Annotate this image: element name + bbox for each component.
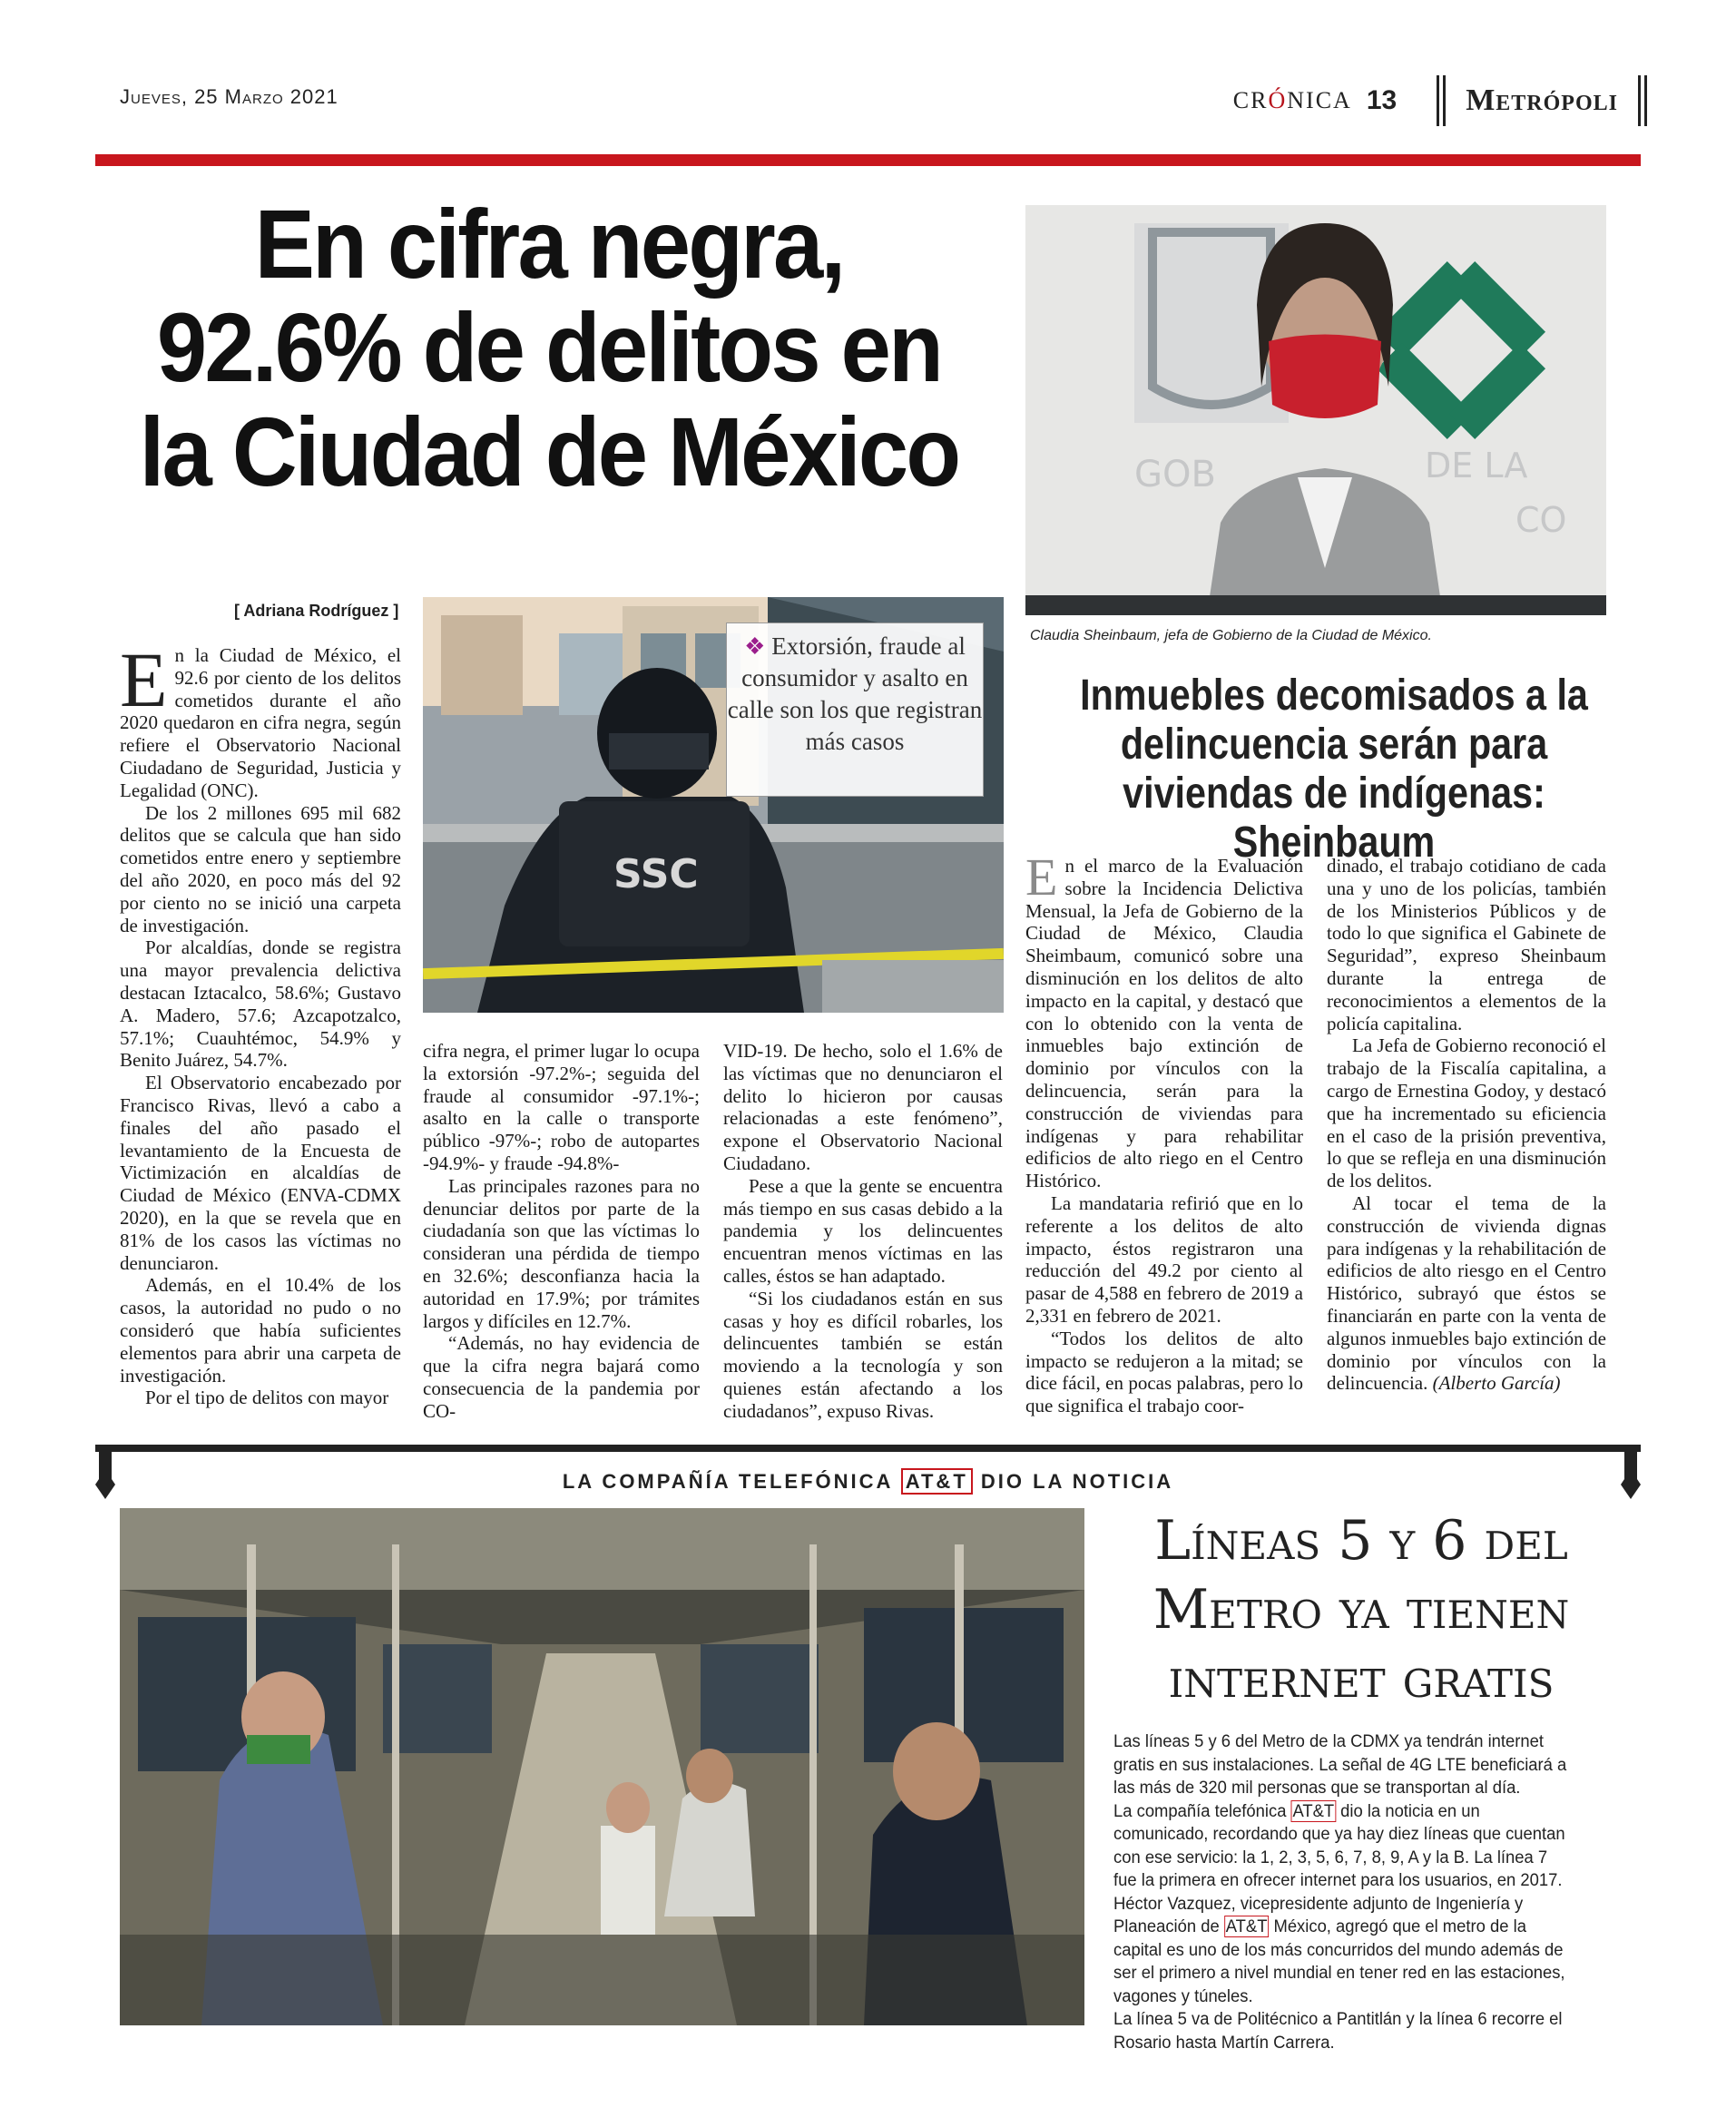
paragraph — [1327, 1192, 1606, 1395]
paragraph-text: Héctor Vazquez, vicepresidente adjunto de Ingeniería y Planeación de — [1113, 1893, 1524, 1936]
backdrop-sign-right-2: CO — [1515, 500, 1567, 540]
header-rule — [95, 154, 1641, 166]
paragraph: Además, en el 10.4% de los casos, la autoridad no pudo o no consideró que había suficientes elementos para abrir una carpeta de investigación. — [120, 1274, 401, 1387]
publication-name — [1233, 87, 1352, 114]
metro-car-photo — [120, 1508, 1084, 2025]
pull-quote — [726, 622, 984, 797]
paragraph-text: La compañía telefónica — [1113, 1800, 1287, 1821]
main-article-col1 — [120, 636, 401, 1409]
brand-box: AT&T — [1225, 1916, 1268, 1936]
section-name: Metrópoli — [1466, 83, 1618, 117]
paragraph: cifra negra, el primer lugar lo ocupa la extorsión -97.2%-; seguida del fraude al consumidor -97.1%-; asalto en la calle o transporte público -97%-; robo de autopartes -94.9%- y fraude -94.8%- — [423, 1040, 700, 1174]
publication-name-accent: Ó — [1268, 87, 1288, 113]
paragraph: Por alcaldías, donde se registra una mayor prevalencia delictiva destacan Iztacalco, 58.6%; Gustavo A. Madero, 57.6; Azcapotzalco, 57.1%; Cuauhtémoc, 54.9% y Benito Juárez, 54.7%. — [120, 936, 401, 1072]
paragraph-text: n la Ciudad de México, el 92.6 por ciento de los delitos cometidos durante el año 2020 quedaron en cifra negra, según refiere el Observatorio Nacional Ciudadano de Seguridad, Justicia y Legalidad (ONC). — [120, 644, 401, 801]
paragraph: “Si los ciudadanos están en sus casas y hoy es difícil robarles, los delincuentes también se están moviendo a la tecnología y son quienes están afectando a los ciudadanos”, expuso Rivas. — [723, 1287, 1003, 1422]
main-headline: En cifra negra, 92.6% de delitos en la Ciudad de México — [139, 189, 959, 506]
paragraph: La mandataria refirió que en lo referente a los delitos de alto impacto, éstos registraron una reducción del 49.2 por ciento al pasar de 4,588 en febrero de 2019 a 2,331 en febrero de 2021. — [1025, 1191, 1303, 1327]
paragraph: Pese a que la gente se encuentra más tiempo en sus casas debido a la pandemia y los delincuentes encuentran menos víctimas en las calles, éstos se han adaptado. — [723, 1174, 1003, 1287]
paragraph — [120, 636, 401, 802]
second-article-col2 — [1327, 855, 1606, 1395]
issue-date: Jueves, 25 Marzo 2021 — [120, 85, 338, 108]
paragraph: De los 2 millones 695 mil 682 delitos que se calcula que han sido cometidos entre enero y septiembre del año 2020, en poco más del 92 por ciento no se inició una carpeta de investigación. — [120, 801, 401, 936]
paragraph: “Todos los delitos de alto impacto se redujeron a la mitad; se dice fácil, en pocas palabras, pero lo que significa el trabajo coor- — [1025, 1327, 1303, 1417]
second-article-col1 — [1025, 848, 1303, 1417]
section-divider — [1638, 75, 1647, 126]
page-number: 13 — [1366, 85, 1398, 115]
section-divider — [1437, 75, 1446, 126]
backdrop-sign-left: GOB — [1134, 454, 1216, 495]
paragraph: “Además, no hay evidencia de que la cifra negra bajará como consecuencia de la pandemia por CO- — [423, 1332, 700, 1422]
photo-caption: Claudia Sheinbaum, jefa de Gobierno de la Ciudad de México. — [1030, 628, 1432, 643]
paragraph-text: Al tocar el tema de la construcción de vivienda dignas para indígenas y la rehabilitación de edificios de alto riesgo en el Centro Histórico, subrayó que éstos se financiarán en parte con la venta de algunos inmuebles bajo extinción de dominio por vínculos con la delincuencia. — [1327, 1191, 1606, 1395]
section-kicker — [95, 1470, 1641, 1494]
paragraph: Las principales razones para no denunciar delitos por parte de la ciudadanía son que las víctimas lo consideran una pérdida de tiempo en 32.6%; desconfianza hacia la autoridad en 17.9%; por trámites largos y difíciles en 12.7%. — [423, 1174, 700, 1332]
pull-quote-text: Extorsión, fraude al consumidor y asalto en calle son los que registran más casos — [727, 632, 983, 755]
dropcap: E — [120, 636, 168, 723]
paragraph: La Jefa de Gobierno reconoció el trabajo de la Fiscalía capitalina, a cargo de Ernestina Godoy, y destacó que ha incrementado su eficiencia en el caso de la prisión preventiva, lo que se refleja en una disminución de los delitos. — [1327, 1034, 1606, 1192]
page-header-right — [1233, 74, 1647, 127]
paragraph: La línea 5 va de Politécnico a Pantitlán y la línea 6 recorre el Rosario hasta Martín Carrera. — [1113, 2009, 1563, 2053]
vest-badge-text: SSC — [613, 851, 699, 897]
brand-box: AT&T — [901, 1468, 973, 1495]
second-headline: Inmuebles decomisados a la delincuencia serán para viviendas de indígenas: Sheinbaum — [1080, 671, 1588, 867]
paragraph-text: dio la noticia en un comunicado, recordando que ya hay diez líneas que cuentan con ese servicio: la 1, 2, 3, 5, 6, 7, 8, 9, A y la B. La línea 7 fue la primera en ofrecer internet para los usuarios, en 2017. — [1113, 1800, 1565, 1890]
signature: (Alberto García) — [1432, 1372, 1561, 1395]
paragraph-text: n el marco de la Evaluación sobre la Incidencia Delictiva Mensual, la Jefa de Gobierno de la Ciudad de México, Claudia Sheimbaum, comunicó sobre una disminución en los delitos de alto impacto en la capital, y destacó que con lo obtenido con la venta de inmuebles bajo extinción de dominio por vínculos con la delincuencia, serán para la construcción de viviendas para indígenas y para rehabilitar edificios de alto riego en el Centro Histórico. — [1025, 855, 1303, 1192]
paragraph — [1025, 848, 1303, 1192]
bottom-section-rule — [95, 1445, 1641, 1452]
metro-headline: Líneas 5 y 6 del Metro ya tienen internet gratis — [1152, 1509, 1570, 1710]
byline: [ Adriana Rodríguez ] — [234, 602, 399, 620]
main-article-col3 — [723, 1040, 1003, 1423]
brand-box: AT&T — [1292, 1800, 1335, 1821]
metro-article-body — [1113, 1730, 1574, 2054]
sheinbaum-photo — [1025, 205, 1606, 615]
kicker-text: LA COMPAÑÍA TELEFÓNICA — [562, 1470, 893, 1493]
paragraph: Por el tipo de delitos con mayor — [145, 1387, 389, 1409]
metro-car-photo-art — [120, 1508, 1084, 2025]
paragraph: dinado, el trabajo cotidiano de cada una y uno de los policías, también de los Ministerios Públicos y de todo lo que significa el Gabinete de Seguridad”, expreso Sheinbaum durante la entrega de reconocimientos a elementos de la policía capitalina. — [1327, 855, 1606, 1034]
kicker-text: DIO LA NOTICIA — [980, 1470, 1174, 1493]
paragraph: VID-19. De hecho, solo el 1.6% de las víctimas que no denunciaron el delito lo hicieron por causas relacionadas a este fenómeno”, expone el Observatorio Nacional Ciudadano. — [723, 1040, 1003, 1174]
dropcap: E — [1025, 848, 1058, 907]
paragraph — [1113, 1800, 1574, 1893]
paragraph-text: México, agregó que el metro de la capital es uno de los más concurridos del mundo además de ser el primero a nivel mundial en tener red en las estaciones, vagones y túneles. — [1113, 1916, 1565, 2006]
paragraph — [1113, 1893, 1574, 2009]
main-article-col2 — [423, 1040, 700, 1423]
sheinbaum-photo-art — [1025, 205, 1606, 615]
backdrop-sign-right: DE LA — [1425, 446, 1528, 485]
diamond-icon: ❖ — [744, 633, 766, 660]
publication-name-part: CR — [1232, 87, 1269, 113]
paragraph: Las líneas 5 y 6 del Metro de la CDMX ya tendrán internet gratis en sus instalaciones. La señal de 4G LTE beneficiará a las más de 320 mil personas que se transportan al día. — [1113, 1731, 1567, 1798]
publication-name-part: NICA — [1287, 87, 1352, 113]
paragraph: El Observatorio encabezado por Francisco Rivas, llevó a cabo a finales del año pasado el levantamiento de la Encuesta de Victimización en alcaldías de Ciudad de México (ENVA-CDMX 2020), en la que se revela que en 81% de los casos las víctimas no denunciaron. — [120, 1072, 401, 1274]
